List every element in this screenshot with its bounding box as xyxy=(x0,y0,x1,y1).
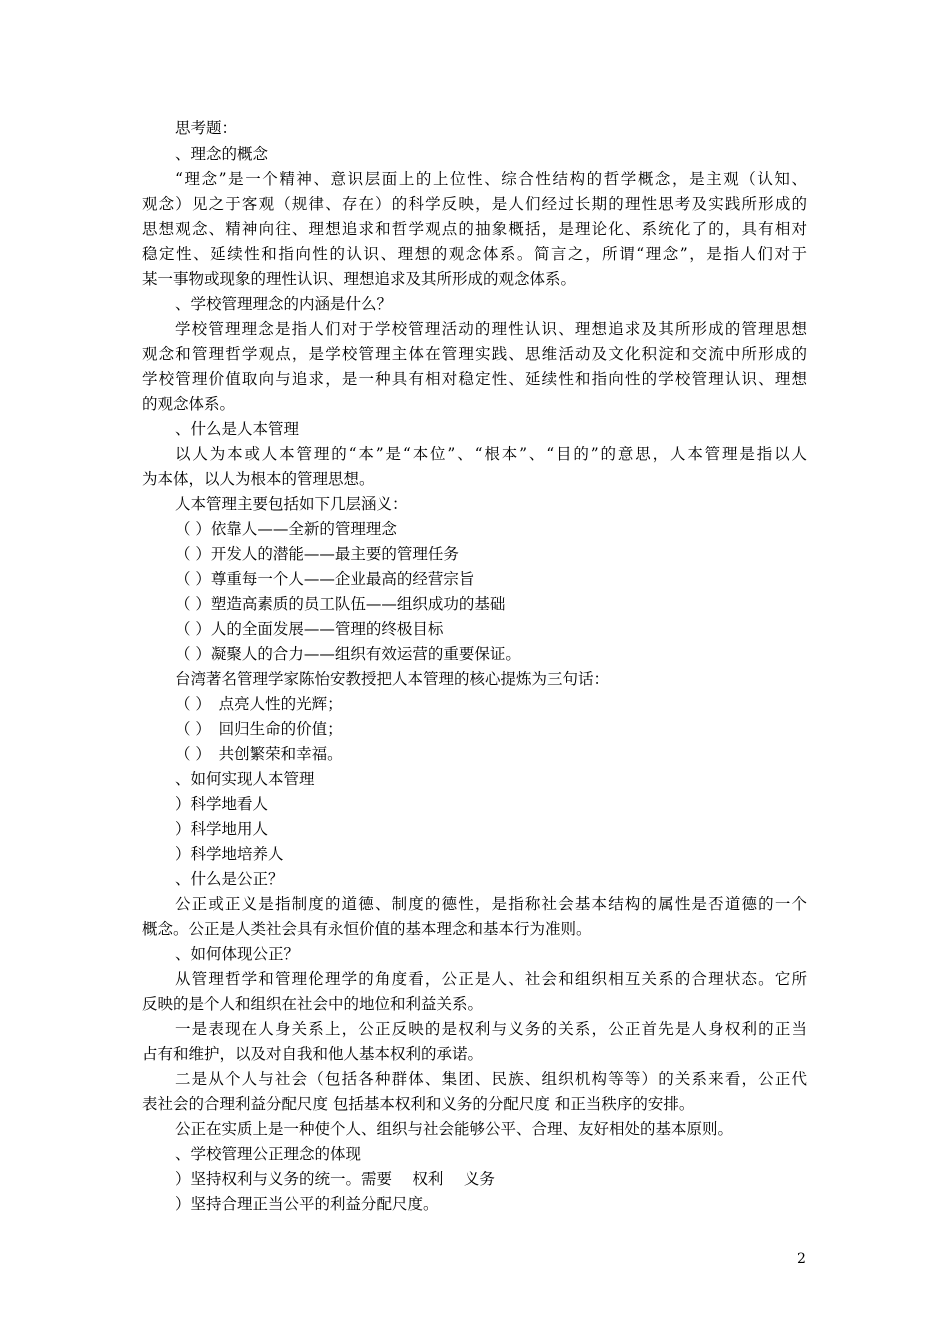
section-heading: 、如何实现人本管理 xyxy=(175,770,315,788)
paragraph-line: 人本管理主要包括如下几层涵义： xyxy=(175,495,408,513)
section-heading: 、如何体现公正？ xyxy=(175,945,300,963)
list-item: （ ） 回归生命的价值； xyxy=(175,720,343,738)
page-number: 2 xyxy=(797,1251,806,1267)
paragraph-line: 稳定性、延续性和指向性的认识、理想的观念体系。简言之，所谓“理念”，是指人们对于 xyxy=(142,245,807,263)
paragraph-line: 台湾著名管理学家陈怡安教授把人本管理的核心提炼为三句话： xyxy=(175,670,610,688)
paragraph-line: 反映的是个人和组织在社会中的地位和利益关系。 xyxy=(142,995,484,1013)
paragraph-line: “理念”是一个精神、意识层面上的上位性、综合性结构的哲学概念，是主观（认知、 xyxy=(175,170,807,188)
list-item: （ ）凝聚人的合力——组织有效运营的重要保证。 xyxy=(175,645,521,663)
paragraph-line: 为本体，以人为根本的管理思想。 xyxy=(142,470,375,488)
paragraph-line: 思想观念、精神向往、理想追求和哲学观点的抽象概括，是理论化、系统化了的，具有相对 xyxy=(142,220,807,238)
section-heading: 、什么是公正？ xyxy=(175,870,284,888)
list-item: （ ）开发人的潜能——最主要的管理任务 xyxy=(175,545,459,563)
section-heading: 、学校管理理念的内涵是什么？ xyxy=(175,295,393,313)
paragraph-line: 以人为本或人本管理的“本”是“本位”、“根本”、“目的”的意思，人本管理是指以人 xyxy=(175,445,807,463)
section-heading: 、学校管理公正理念的体现 xyxy=(175,1145,362,1163)
paragraph-line: 公正或正义是指制度的道德、制度的德性，是指称社会基本结构的属性是否道德的一个 xyxy=(175,895,807,913)
list-item: ）科学地用人 xyxy=(175,820,269,838)
heading-questions: 思考题： xyxy=(175,119,238,137)
list-item: ）坚持权利与义务的统一。需要 权利 义务 xyxy=(175,1170,495,1188)
paragraph-line: 表社会的合理利益分配尺度 包括基本权利和义务的分配尺度 和正当秩序的安排。 xyxy=(142,1095,695,1113)
list-item: （ ）尊重每一个人——企业最高的经营宗旨 xyxy=(175,570,475,588)
list-item: ）坚持合理正当公平的利益分配尺度。 xyxy=(175,1195,439,1213)
paragraph-line: 公正在实质上是一种使个人、组织与社会能够公平、合理、友好相处的基本原则。 xyxy=(175,1120,734,1138)
paragraph-line: 某一事物或现象的理性认识、理想追求及其所形成的观念体系。 xyxy=(142,270,577,288)
paragraph-line: 观念和管理哲学观点，是学校管理主体在管理实践、思维活动及文化积淀和交流中所形成的 xyxy=(142,345,807,363)
paragraph-line: 概念。公正是人类社会具有永恒价值的基本理念和基本行为准则。 xyxy=(142,920,592,938)
list-item: （ ） 共创繁荣和幸福。 xyxy=(175,745,343,763)
paragraph-line: 从管理哲学和管理伦理学的角度看，公正是人、社会和组织相互关系的合理状态。它所 xyxy=(175,970,807,988)
list-item: （ ）塑造高素质的员工队伍——组织成功的基础 xyxy=(175,595,506,613)
paragraph-line: 一是表现在人身关系上，公正反映的是权利与义务的关系，公正首先是人身权利的正当 xyxy=(175,1020,807,1038)
paragraph-line: 学校管理理念是指人们对于学校管理活动的理性认识、理想追求及其所形成的管理思想 xyxy=(175,320,807,338)
paragraph-line: 观念）见之于客观（规律、存在）的科学反映，是人们经过长期的理性思考及实践所形成的 xyxy=(142,195,807,213)
paragraph-line: 占有和维护，以及对自我和他人基本权利的承诺。 xyxy=(142,1045,484,1063)
paragraph-line: 的观念体系。 xyxy=(142,395,236,413)
section-heading: 、什么是人本管理 xyxy=(175,420,300,438)
list-item: （ ）人的全面发展——管理的终极目标 xyxy=(175,620,444,638)
section-heading: 、理念的概念 xyxy=(175,145,269,163)
paragraph-line: 二是从个人与社会（包括各种群体、集团、民族、组织机构等等）的关系来看，公正代 xyxy=(175,1070,807,1088)
list-item: ）科学地培养人 xyxy=(175,845,284,863)
paragraph-line: 学校管理价值取向与追求，是一种具有相对稳定性、延续性和指向性的学校管理认识、理想 xyxy=(142,370,807,388)
list-item: ）科学地看人 xyxy=(175,795,269,813)
list-item: （ ） 点亮人性的光辉； xyxy=(175,695,343,713)
list-item: （ ）依靠人——全新的管理理念 xyxy=(175,520,397,538)
